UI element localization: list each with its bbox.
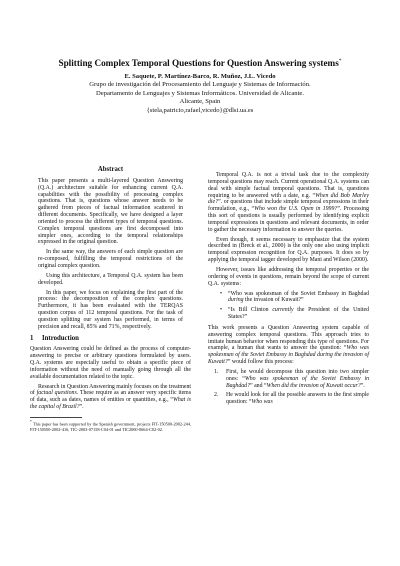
abstract-heading: Abstract [97, 166, 124, 173]
text-run-italic: When did Bob Marley die? [208, 192, 369, 206]
text-run: ”. Processing this sort of questions is usually performed by identifying explicit temporal expressions in questions and relevant documents, in order to gather the necessary information to answer the queries. [208, 206, 369, 233]
abstract-paragraph: In this paper, we focus on explaining the first part of the process: the decomposition of the complex questions. Furthermore, it has been evaluated with the TERQAS question corpus of 112 temporal questions. For the task of question splitting our system has performed, in terms of precision and recall, 85% and 71%, respectively. [38, 289, 183, 330]
affiliation-block [20, 81, 380, 115]
text-run: . These require as an answer very specific items of data, such as dates, names of entities or quantities, e.g., “ [30, 390, 191, 404]
abstract-paragraph: In the same way, the answers of each simple question are re-composed, fulfilling the temporal restrictions of the original complex question. [38, 249, 183, 269]
title-footnote-mark: * [338, 58, 342, 64]
text-run-italic: Who was spokesman of the Soviet Embassy in Baghdad? [226, 375, 370, 389]
example-question-list [208, 291, 369, 321]
affiliation-emails: {stela,patricio,rafael,vicedo}@dlsi.ua.es [146, 106, 254, 114]
list-item [220, 291, 369, 305]
body-paragraph: Even though, it seems necessary to emphasize that the system described in (Breck et al., 2000) is the only one also using implicit temporal expression recognition for Q.A. purposes. It does so by applying the temporal tagger developed by Mani and Wilson (2000). [208, 236, 369, 264]
body-paragraph: However, issues like addressing the temporal properties or the ordering of events in questions, remain beyond the scope of current Q.A. systems: [208, 266, 369, 287]
text-run: This work presents a Question Answering system capable of answering complex temporal questions. This approach tries to imitate human behavior when responding this type of questions. For example, a human that wants to answer the question: “ [208, 324, 369, 352]
bullet-icon: • [220, 307, 223, 314]
list-item [220, 307, 369, 321]
text-run: ” would follow this process: [227, 359, 294, 366]
text-run-italic: during [228, 297, 244, 304]
body-paragraph [208, 172, 369, 234]
text-run: ”. [360, 382, 365, 389]
process-step-list [208, 369, 369, 406]
section-number: 1 [30, 334, 34, 342]
text-run: ”. [79, 404, 84, 411]
affiliation-location: Alicante, Spain [179, 98, 221, 106]
abstract-body [30, 178, 191, 331]
footnote [30, 420, 191, 432]
footnote-rule [30, 417, 82, 418]
text-run: Research in Question Answering mainly focuses on the treatment of [30, 383, 191, 397]
footnote-mark: * [30, 420, 32, 424]
abstract-paragraph: This paper presents a multi-layered Question Answering (Q.A.) architecture suitable for enhancing current Q.A. capabilities with the possibility of processing complex questions. That is, questions whose answer needs to be gathered from pieces of factual information scattered in different documents. Specifically, we have designed a layer oriented to process the different types of temporal questions. Complex temporal questions are first decomposed into simpler ones, according to the temporal relationships expressed in the original question. [38, 177, 183, 246]
author-list: E. Saquete, P. Martínez-Barco, R. Muñoz, J.L. Vicedo [124, 73, 276, 80]
text-run: ”. or questions that include simple temporal expressions in their formulation, e.g., “ [208, 199, 369, 213]
section-heading-introduction [30, 336, 191, 343]
text-run: the President of the United States?” [228, 307, 370, 321]
text-run-italic: Who won the U.S. Open in 1999? [254, 206, 338, 213]
list-item [214, 369, 369, 390]
right-column [208, 172, 369, 409]
step-number: 1. [214, 368, 219, 375]
text-run-italic: currently [272, 307, 294, 314]
intro-paragraph: Question Answering could be defined as the process of computer-answering to precise or arbitrary questions formulated by users. Q.A. systems are especially useful to obtain a specific piece of information without the need of manually going through all the available documentation related to the topic. [30, 346, 191, 380]
text-run-italic: factual questions [36, 390, 77, 397]
list-item [214, 392, 369, 406]
text-run: ” and “ [250, 382, 267, 389]
text-run: “Who was spokesman of the Soviet Embassy in Baghdad [228, 290, 369, 297]
affiliation-group: Grupo de investigación del Procesamiento del Lenguaje y Sistemas de Información. [89, 81, 311, 88]
left-column [30, 167, 191, 432]
affiliation-department: Departamento de Lenguajes y Sistemas Informáticos. Universidad de Alicante. [95, 89, 304, 97]
text-run-italic: When did the invasion of Kuwait occur? [266, 382, 361, 389]
text-run-italic: Who was [251, 399, 273, 406]
text-run: First, he would decompose this question into two simpler ones: “ [226, 368, 369, 382]
intro-paragraph [30, 384, 191, 411]
text-run: the invasion of Kuwait?” [243, 297, 304, 304]
title-text: Splitting Complex Temporal Questions for Question Answering systems [58, 58, 339, 69]
footnote-text: This paper has been supported by the Spanish government, projects FIT-150500-2002-244, FIT-150500-2002-416, TIC-2003-07158-C04-01 and TIC2000-0664-C02-02. [30, 421, 191, 432]
step-number: 2. [214, 392, 219, 399]
text-run: He would look for all the possible answers to the first simple question: “ [226, 392, 369, 406]
text-run: Temporal Q.A. is not a trivial task due to the complexity temporal questions may reach. Current operational Q.A. systems can deal with simple factual temporal questions. That is, questions requiring to be answered with a date, e.g. “ [208, 172, 369, 199]
text-run-italic: Who was spokesman of the Soviet Embassy in Baghdad during the invasion of Kuwait? [208, 345, 369, 366]
text-run: “Is Bill Clinton [228, 307, 273, 314]
paper-title [20, 56, 380, 69]
abstract-paragraph: Using this architecture, a Temporal Q.A. system has been developed. [38, 272, 183, 286]
text-run-italic: What is the capital of Brazil? [30, 397, 191, 411]
section-title: Introduction [42, 334, 79, 342]
body-paragraph [208, 325, 369, 366]
bullet-icon: • [220, 290, 223, 297]
